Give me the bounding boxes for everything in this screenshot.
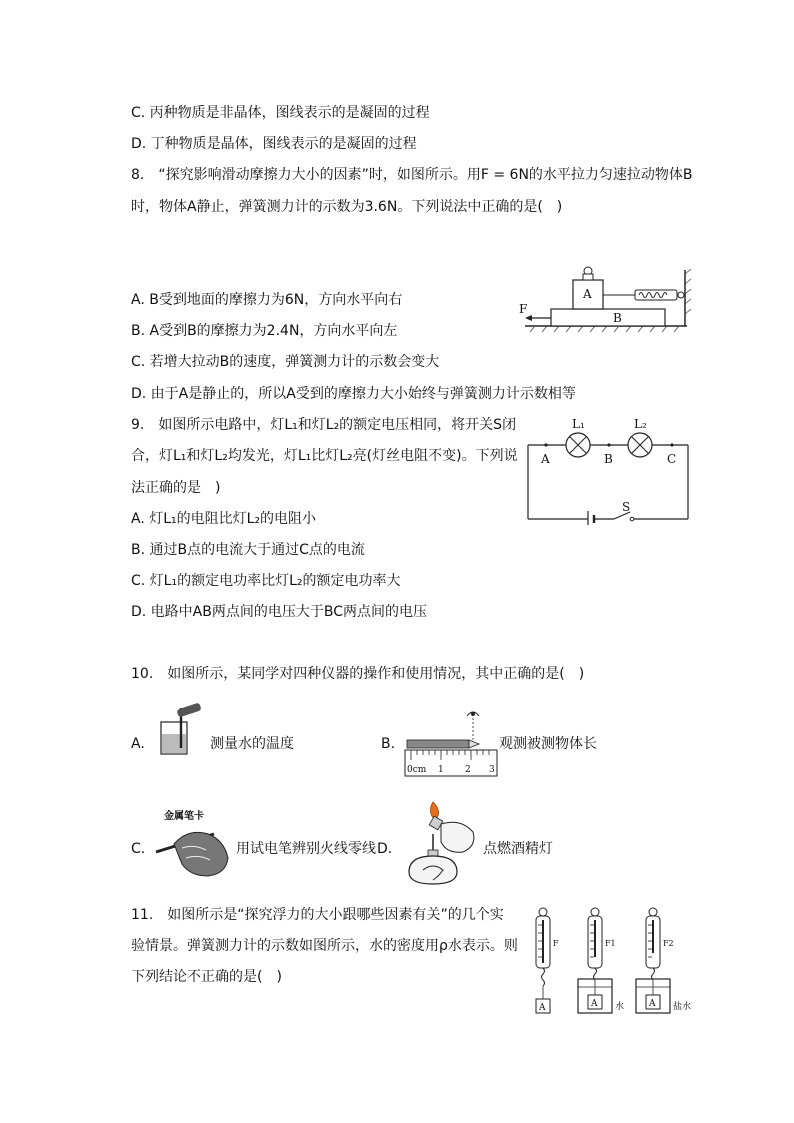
q9-option-a: A. 灯L₁的电阻比灯L₂的电阻小 <box>131 511 317 527</box>
q11-scale-1 <box>536 908 559 1013</box>
q9-fig-label-c: C <box>667 452 677 466</box>
q9-option-c: C. 灯L₁的额定电功率比灯L₂的额定电功率大 <box>131 573 401 589</box>
q7-option-d: D. 丁种物质是晶体，图线表示的是凝固的过程 <box>131 136 417 152</box>
q9-stem-line3: 法正确的是 ) <box>131 480 221 496</box>
q11-stem-line1: 11. 如图所示是“探究浮力的大小跟哪些因素有关”的几个实 <box>131 907 504 923</box>
q10-ruler-figure <box>403 700 499 780</box>
q10-option-d-label: D. <box>377 841 393 857</box>
q10-option-c-text: 用试电笔辨别火线零线 <box>236 841 376 857</box>
q8-fig-label-f: F <box>519 302 528 316</box>
q10-ruler-tick-1: 1 <box>438 765 444 775</box>
q11-fig-label-salt-water: 盐水 <box>673 1002 692 1012</box>
q10-option-a-label: A. <box>131 736 145 752</box>
q9-option-d: D. 电路中AB两点间的电压大于BC两点间的电压 <box>131 604 427 620</box>
q9-stem-line1: 9. 如图所示电路中，灯L₁和灯L₂的额定电压相同，将开关S闭 <box>131 417 517 433</box>
q10-option-b-label: B. <box>381 736 396 752</box>
q8-fig-label-b: B <box>613 311 622 325</box>
q8-fig-label-a: A <box>583 287 592 301</box>
q11-scale-3 <box>636 908 691 1013</box>
q11-scale-2 <box>578 908 624 1013</box>
q9-stem-line2: 合，灯L₁和灯L₂均发光，灯L₁比灯L₂亮(灯丝电阻不变)。下列说 <box>131 448 518 464</box>
q10-thermometer-figure <box>155 700 210 758</box>
q8-friction-figure <box>505 258 695 336</box>
q11-buoyancy-figure <box>526 905 696 1017</box>
q9-circuit-figure <box>522 415 694 525</box>
q8-option-b: B. A受到B的摩擦力为2.4N，方向水平向左 <box>131 323 398 339</box>
q8-stem-line1: 8. “探究影响滑动摩擦力大小的因素”时，如图所示。用F = 6N的水平拉力匀速拉动物体B <box>131 167 693 183</box>
q8-option-c: C. 若增大拉动B的速度，弹簧测力计的示数会变大 <box>131 354 440 370</box>
q11-fig-block-a-2: A <box>591 999 598 1009</box>
q11-stem-line2: 验情景。弹簧测力计的示数如图所示，水的密度用ρ水表示。则 <box>131 938 518 954</box>
q9-fig-label-a: A <box>541 452 550 466</box>
q10-ruler-tick-3: 3 <box>489 765 495 775</box>
q10-test-pen-caption: 金属笔卡 <box>164 811 204 822</box>
q9-fig-label-b: B <box>604 452 613 466</box>
q8-stem-line2: 时，物体A静止，弹簧测力计的示数为3.6N。下列说法中正确的是( ) <box>131 199 563 215</box>
q10-ruler-tick-2: 2 <box>465 765 471 775</box>
q10-option-d-text: 点燃酒精灯 <box>483 841 553 857</box>
q10-option-b-text: 观测被测物体长 <box>499 736 597 752</box>
q9-fig-label-l2: L₂ <box>634 417 647 431</box>
q11-fig-label-water: 水 <box>615 1002 625 1012</box>
q10-stem: 10. 如图所示，某同学对四种仪器的操作和使用情况，其中正确的是( ) <box>131 666 585 682</box>
q9-fig-label-l1: L₁ <box>572 417 585 431</box>
q11-fig-block-a-1: A <box>539 1003 546 1013</box>
q10-ruler-tick-0: 0cm <box>407 765 427 775</box>
q8-option-d: D. 由于A是静止的，所以A受到的摩擦力大小始终与弹簧测力计示数相等 <box>131 386 576 402</box>
q11-fig-block-a-3: A <box>649 999 656 1009</box>
q11-stem-line3: 下列结论不正确的是( ) <box>131 969 282 985</box>
q10-test-pen-figure <box>152 806 234 878</box>
q11-fig-label-f: F <box>553 939 559 948</box>
q10-option-a-text: 测量水的温度 <box>210 736 294 752</box>
q9-fig-label-s: S <box>622 500 631 514</box>
q10-option-c-label: C. <box>131 841 146 857</box>
q9-option-b: B. 通过B点的电流大于通过C点的电流 <box>131 542 365 558</box>
q10-alcohol-lamp-figure <box>397 796 483 888</box>
q7-option-c: C. 丙种物质是非晶体，图线表示的是凝固的过程 <box>131 105 430 121</box>
q11-fig-label-f2: F2 <box>663 939 674 948</box>
q11-fig-label-f1: F1 <box>605 939 616 948</box>
q8-option-a: A. B受到地面的摩擦力为6N，方向水平向右 <box>131 292 403 308</box>
